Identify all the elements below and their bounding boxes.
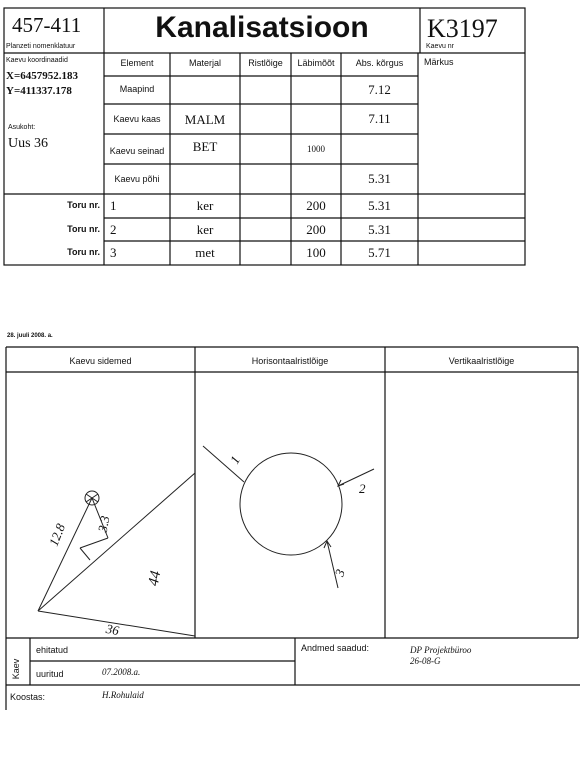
pipe-label: Toru nr. <box>67 247 100 257</box>
footer-side-label: Kaev <box>11 658 21 680</box>
surveyed-value: 07.2008.a. <box>102 667 141 677</box>
sketch-distance-label: 3.3 <box>94 514 113 534</box>
pipe-material: ker <box>196 222 214 237</box>
data-source-code: 26-08-G <box>410 656 441 666</box>
row-element: Kaevu seinad <box>109 146 165 156</box>
col-header-material: Materjal <box>188 58 221 68</box>
sketch-pipe-label: 3 <box>331 567 348 579</box>
pipe-diameter: 100 <box>306 245 326 260</box>
row-element: Maapind <box>119 84 155 94</box>
ties-sketch <box>38 473 195 636</box>
location-caption: Asukoht: <box>8 124 36 131</box>
row-element: Kaevu kaas <box>113 114 161 124</box>
coord-y: Y=411337.178 <box>6 85 72 97</box>
row-diameter: 1000 <box>307 144 325 154</box>
sketch-distance-label: 12.8 <box>45 521 69 549</box>
data-source-label: Andmed saadud: <box>301 643 370 653</box>
section-title-vertical: Vertikaalristlõige <box>448 356 515 366</box>
coord-x: X=6457952.183 <box>6 70 78 82</box>
col-header-cross-section: Ristlõige <box>248 58 283 68</box>
row-material: BET <box>192 139 218 154</box>
built-label: ehitatud <box>36 645 69 655</box>
date-stamp: 28. juuli 2008. a. <box>7 333 53 339</box>
pipe-label: Toru nr. <box>67 200 100 210</box>
pipe-number: 3 <box>110 245 117 260</box>
well-id-caption: Kaevu nr <box>426 43 455 50</box>
row-material: MALM <box>184 112 226 127</box>
horizontal-section-sketch <box>203 446 374 588</box>
pipe-material: ker <box>196 198 214 213</box>
sketch-pipe-label: 2 <box>359 481 366 496</box>
col-header-element: Element <box>120 58 154 68</box>
col-header-diameter: Läbimõõt <box>297 58 335 68</box>
section-title-horizontal: Horisontaalristlõige <box>251 356 329 366</box>
pipe-diameter: 200 <box>306 198 326 213</box>
pipe-label: Toru nr. <box>67 224 100 234</box>
surveyed-label: uuritud <box>36 669 64 679</box>
col-header-notes: Märkus <box>424 57 454 67</box>
well-id: K3197 <box>427 14 498 43</box>
pipe-height: 5.31 <box>368 222 391 237</box>
author-value: H.Rohulaid <box>102 690 144 700</box>
pipe-height: 5.71 <box>368 245 391 260</box>
page-title: Kanalisatsioon <box>155 11 369 44</box>
author-label: Koostas: <box>10 692 46 702</box>
col-header-abs-height: Abs. kõrgus <box>355 58 404 68</box>
location-value: Uus 36 <box>8 136 49 151</box>
row-height: 7.11 <box>368 111 391 126</box>
data-source-value: DP Projektbüroo <box>410 645 472 655</box>
pipe-number: 2 <box>110 222 117 237</box>
row-element: Kaevu põhi <box>114 174 160 184</box>
coords-caption: Kaevu koordinaadid <box>6 57 68 64</box>
pipe-height: 5.31 <box>368 198 391 213</box>
sketch-distance-label: 36 <box>104 620 121 639</box>
pipe-number: 1 <box>110 198 117 213</box>
pipe-material: met <box>195 245 215 260</box>
row-height: 7.12 <box>368 82 391 97</box>
sheet-number: 457-411 <box>12 13 82 37</box>
section-title-ties: Kaevu sidemed <box>69 356 132 366</box>
pipe-diameter: 200 <box>306 222 326 237</box>
sketch-pipe-label: 1 <box>226 453 243 467</box>
sheet-number-caption: Planzeti nomenklatuur <box>6 43 76 50</box>
row-height: 5.31 <box>368 171 391 186</box>
sketch-distance-label: 44 <box>145 569 165 588</box>
